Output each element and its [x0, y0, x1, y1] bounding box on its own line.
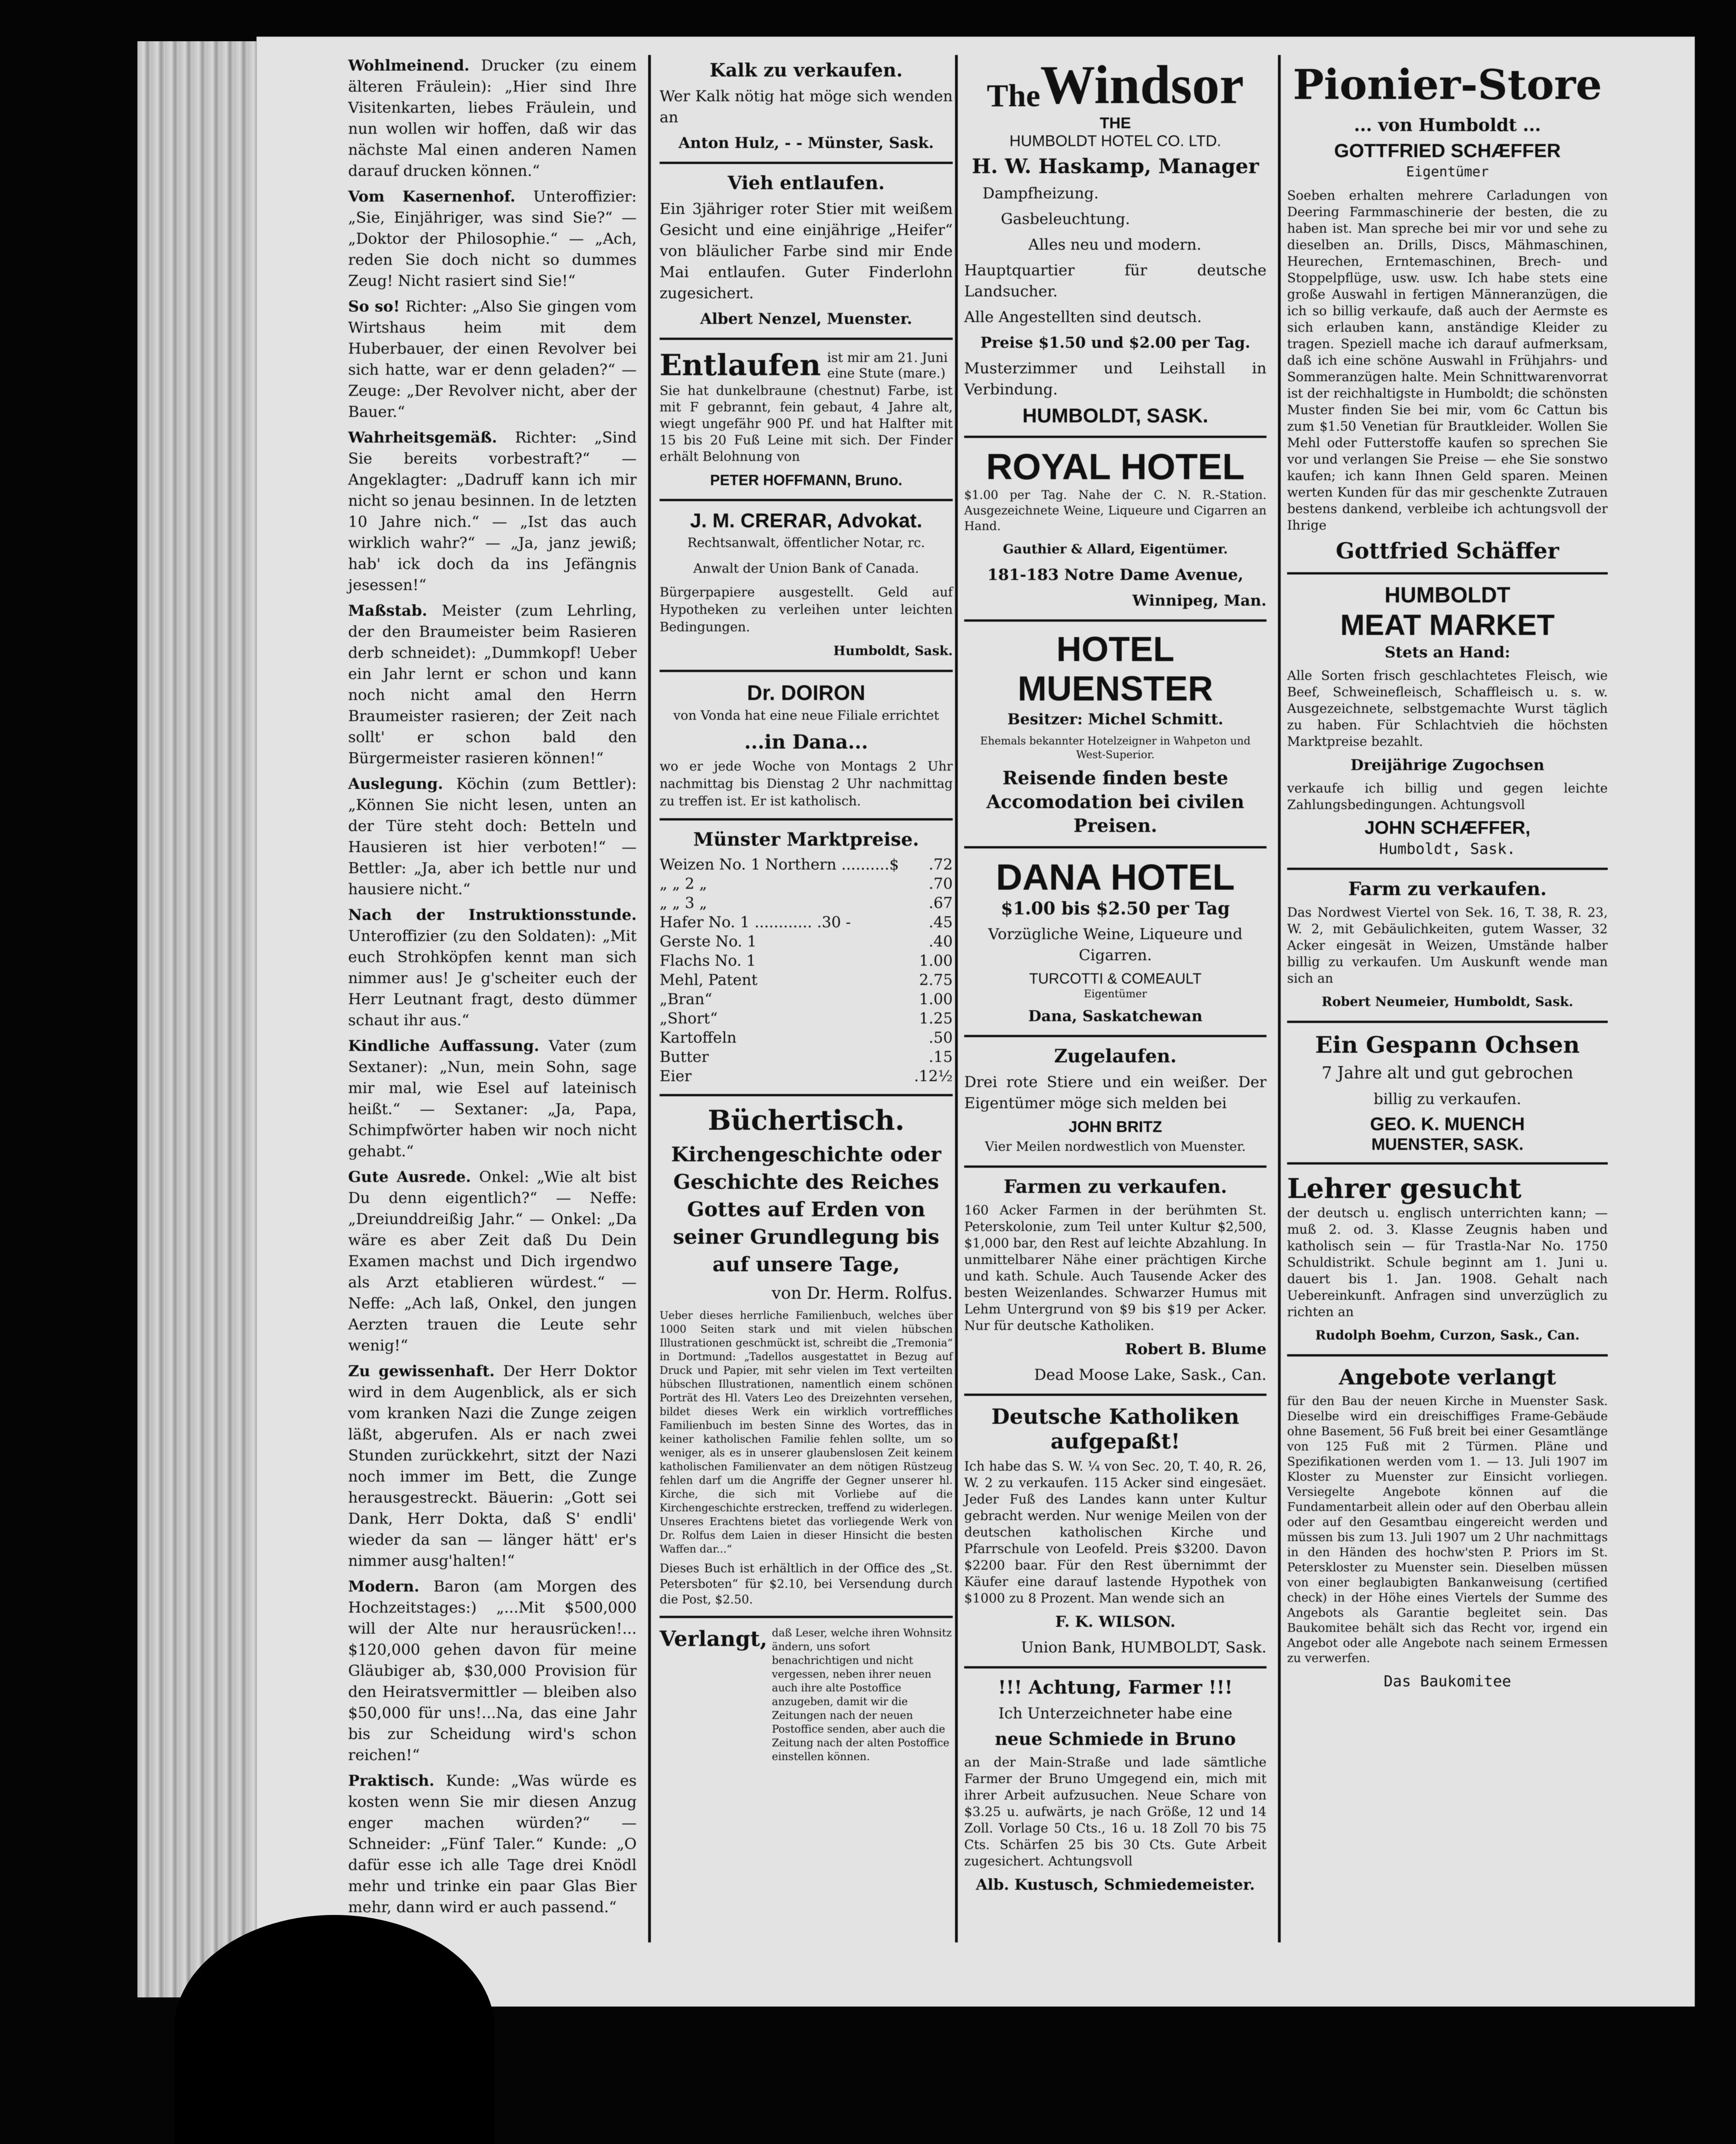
divider: [1287, 868, 1608, 870]
windsor-line1: Dampfheizung.: [983, 184, 1099, 202]
angebote-heading: Angebote verlangt: [1338, 1365, 1556, 1389]
market-row: [660, 1047, 953, 1067]
marktpreise-heading: Münster Marktpreise.: [693, 829, 919, 850]
joke-item: [348, 1576, 637, 1766]
doiron-line3: wo er jede Woche von Montags 2 Uhr nachmittag bis Dienstag 2 Uhr nachmittag zu treffen ist. Er ist katholisch.: [660, 759, 953, 809]
joke-item: [348, 773, 637, 900]
deutsche-location: Union Bank, HUMBOLDT, Sask.: [1021, 1638, 1267, 1656]
joke-text: Köchin (zum Bettler): „Können Sie nicht lesen, unten an der Türe steht doch: Betteln und Hausieren ist hier verboten!“ — Bettler: „Ja, aber ich bettle nur und hausiere nicht.“: [348, 775, 637, 898]
joke-title: Wahrheitsgemäß.: [348, 428, 515, 446]
royal-text: $1.00 per Tag. Nahe der C. N. R.-Station. Ausgezeichnete Weine, Liqueure und Cigarren an Hand.: [964, 488, 1267, 533]
divider: [660, 1616, 953, 1618]
market-row: [660, 1009, 953, 1028]
dana-city: Dana, Saskatchewan: [1028, 1007, 1203, 1025]
market-row: [660, 951, 953, 970]
vieh-signature: Albert Nenzel, Muenster.: [700, 310, 912, 328]
pionier-heading: Pionier-Store: [1293, 60, 1602, 109]
divider: [660, 338, 953, 340]
market-price: .72: [928, 855, 953, 873]
market-price: 1.00: [919, 952, 953, 969]
joke-item: [348, 904, 637, 1031]
joke-title: Vom Kasernenhof.: [348, 187, 534, 205]
windsor-city: HUMBOLDT, SASK.: [1022, 405, 1208, 427]
market-price: .50: [928, 1028, 953, 1046]
divider: [660, 818, 953, 820]
market-item: „Short“: [660, 1009, 718, 1027]
windsor-price: Preise $1.50 und $2.00 per Tag.: [980, 334, 1250, 351]
farmen-text: 160 Acker Farmen in der berühmten St. Peterskolonie, zum Teil unter Kultur $2,500, $1,000 bar, den Rest auf leichte Abzahlung. In unmittelbarer Nähe einer prächtigen Kirche und kath. Schule. Auch Tausende Acker des besten Weizenlandes. Schwarzer Humus mit Lehm Untergrund von $9 bis $19 per Acker. Nur für deutsche Katholiken.: [964, 1203, 1267, 1333]
market-item: Kartoffeln: [660, 1028, 737, 1046]
lehrer-text: der deutsch u. englisch unterrichten kann; — muß 2. od. 3. Klasse Zeugnis haben und katholisch sein — für Trastla-Nar No. 1750 Schuldistrikt. Schule beginnt am 1. Juni u. dauert bis 1. Jan. 1908. Gehalt nach Uebereinkunft. Anfragen sind unverzüglich zu richten an: [1287, 1205, 1608, 1319]
windsor-manager: H. W. Haskamp, Manager: [972, 155, 1259, 178]
farmer-line2: neue Schmiede in Bruno: [995, 1728, 1236, 1749]
divider: [964, 846, 1267, 848]
column-rule: [955, 55, 958, 1942]
entlaufen-heading: Entlaufen: [660, 348, 821, 383]
dana-owner-sub: Eigentümer: [1084, 988, 1147, 1000]
meat-sub2: Dreijährige Zugochsen: [1350, 756, 1545, 774]
meat-signature: JOHN SCHÆFFER,: [1364, 818, 1531, 838]
book-order: Dieses Buch ist erhältlich in der Office des „St. Petersboten“ für $2.10, bei Versendung durch die Post, $2.50.: [660, 1562, 953, 1607]
marktpreise-table: [660, 855, 953, 1086]
joke-text: Der Herr Doktor wird in dem Augenblick, als er sich vom kranken Nazi die Zunge zeigen läßt, abgerufen. Als er nach zwei Stunden zurückkehrt, sitzt der Nazi noch immer im Bett, die Zunge herausgestreckt. Bäuerin: „Gott sei Dank, Herr Dokta, daß S' endli' wieder da san — länger hätt' er's nimmer ausg'halten!“: [348, 1362, 637, 1570]
joke-title: Praktisch.: [348, 1772, 446, 1789]
joke-text: Onkel: „Wie alt bist Du denn eigentlich?“ — Neffe: „Dreiunddreißig Jahr.“ — Onkel: „Da wäre es aber Zeit daß Du Dein Examen machst und Dich irgendwo als Arzt etablieren würdest.“ — Neffe: „Ach laß, Onkel, den jungen Aerzten trauen die Leute sehr wenig!“: [348, 1168, 637, 1354]
market-row: [660, 970, 953, 990]
joke-text: Drucker (zu einem älteren Fräulein): „Hier sind Ihre Visitenkarten, liebes Fräulein, und nun wollen wir hoffen, daß wir das nächste Mal einen anderen Namen darauf drucken können.“: [348, 56, 637, 180]
verlangt-heading: Verlangt,: [660, 1626, 768, 1651]
market-price: .67: [928, 894, 953, 912]
divider: [964, 1394, 1267, 1396]
joke-item: [348, 427, 637, 596]
dana-owner: TURCOTTI & COMEAULT: [1029, 970, 1202, 987]
pionier-text: Soeben erhalten mehrere Carladungen von Deering Farmmaschinerie der besten, die zu haben ist. Man spreche bei mir vor und sehe zu dieselben an. Drills, Discs, Mähmaschinen, Heurechen, Erntemaschinen, Brech- und Stoppelpflüge, usw. usw. Ich habe stets eine große Auswahl in fertigen Männeranzügen, die ich so billig verkaufe, daß auch der Aermste es sich erlauben kann, anständige Kleider zu tragen. Speziell mache ich darauf aufmerksam, daß ich eine schöne Auswahl in Frühjahrs- und Sommeranzügen halte. Mein Schnittwarenvorrat ist der reichhaltigste in Humboldt; die schönsten Muster finden Sie bei mir, vom 6c Cattun bis zum $1.50 Venetian für Brautkleider. Wollen Sie Mehl oder Futterstoffe kaufen so sprechen Sie vor und verlangen Sie Preise — ehe Sie sonstwo kaufen; ich kann Ihnen Geld sparen. Meinen werten Kunden für das mir geschenkte Zutrauen bestens dankend, verbleibe ich achtungsvoll der Ihrige: [1287, 188, 1608, 533]
windsor-line6: Musterzimmer und Leihstall in Verbindung.: [964, 359, 1267, 398]
entlaufen-signature: PETER HOFFMANN, Bruno.: [710, 472, 902, 488]
lehrer-signature: Rudolph Boehm, Curzon, Sask., Can.: [1315, 1328, 1580, 1343]
meat-sub: Stets an Hand:: [1384, 643, 1511, 661]
joke-text: Baron (am Morgen des Hochzeitstages:) „...Mit $500,000 will der Alte nur herausrücken!... $120,000 gehen davon für meine Gläubiger ab, $30,000 Provision für den Heiratsvermittler — bleiben also $50,000 für uns!...Na, das eine Jahr bis zur Scheidung wird's schon reichen!“: [348, 1577, 637, 1764]
farmen-location: Dead Moose Lake, Sask., Can.: [1034, 1366, 1267, 1384]
deutsche-text: Ich habe das S. W. ¼ von Sec. 20, T. 40, R. 26, W. 2 zu verkaufen. 115 Acker sind eingesäet. Jeder Fuß des Landes kann unter Kultur gebracht werden. Nur wenige Meilen von der deutschen katholischen Kirche und Pfarrschule von Leofeld. Preis $3200. Davon $2200 baar. Für den Rest übernimmt der Käufer eine darauf lastende Hypothek von $1000 zu 8 Prozent. Man wende sich an: [964, 1459, 1267, 1606]
joke-item: [348, 600, 637, 769]
royal-owner: Gauthier & Allard, Eigentümer.: [1003, 541, 1228, 557]
joke-title: Zu gewissenhaft.: [348, 1362, 503, 1380]
kalk-heading: Kalk zu verkaufen.: [710, 60, 903, 81]
divider: [1287, 1162, 1608, 1165]
meat-location: Humboldt, Sask.: [1379, 840, 1516, 858]
dana-heading: DANA HOTEL: [996, 857, 1235, 897]
joke-text: Vater (zum Sextaner): „Nun, mein Sohn, sage mir mal, wie Esel auf lateinisch heißt.“ — Sextaner: „Ja, Papa, Schimpfwörter haben wir noch nicht gehabt.“: [348, 1037, 637, 1160]
farmen-signature: Robert B. Blume: [1125, 1340, 1267, 1358]
doiron-heading: Dr. DOIRON: [747, 681, 866, 705]
divider: [660, 499, 953, 501]
zugelaufen-heading: Zugelaufen.: [1054, 1045, 1177, 1067]
gespann-location: MUENSTER, SASK.: [1371, 1135, 1524, 1154]
pionier-sub: ... von Humboldt ...: [1354, 115, 1541, 135]
column-humor: [348, 55, 637, 1922]
windsor-line5: Alle Angestellten sind deutsch.: [964, 308, 1202, 326]
pionier-signature: Gottfried Schäffer: [1336, 538, 1559, 564]
crerar-signature: Humboldt, Sask.: [833, 643, 953, 658]
market-item: Butter: [660, 1048, 709, 1066]
market-price: .70: [928, 875, 953, 892]
market-row: [660, 855, 953, 874]
newspaper-page: [257, 37, 1695, 2007]
joke-item: [348, 1166, 637, 1356]
muenster-note: Ehemals bekannter Hotelzeigner in Wahpeton und West-Superior.: [980, 735, 1251, 761]
market-item: Gerste No. 1: [660, 932, 757, 950]
verlangt-text: daß Leser, welche ihren Wohnsitz ändern, uns sofort benachrichtigen und nicht vergessen, neben ihrer neuen auch ihre alte Postoffice anzugeben, damit wir die Zeitungen nach der neuen Postoffice senden, aber auch die Zeitung nach der alten Postoffice einstellen können.: [772, 1627, 952, 1763]
market-item: „ „ 2 „: [660, 875, 707, 892]
joke-title: So so!: [348, 297, 406, 315]
angebote-text: für den Bau der neuen Kirche in Muenster Sask. Dieselbe wird ein dreischiffiges Frame-Gebäude ohne Basement, 56 Fuß breit bei einer Gesamtlänge von 125 Fuß mit 2 Türmen. Pläne und Spezifikationen werden vom 1. — 13. Juli 1907 im Kloster zu Muenster zur Einsicht vorliegen. Versiegelte Angebote können auf die Fundamentarbeit allein oder auf den Oberbau allein oder auf den Gesamtbau eingereicht werden und müssen bis zum 13. Juli 1907 um 2 Uhr nachmittags in den Händen des hochw'sten P. Priors im St. Peterskloster zu Muenster sein. Dieselben müssen von einer beglaubigten Bankanweisung (certified check) in der Höhe eines Viertels der Summe des Angebots als Garantie begleitet sein. Das Baukomitee behält sich das Recht vor, irgend ein Angebot oder alle Angebote nach seinem Ermessen zu verwerfen.: [1287, 1395, 1608, 1665]
divider: [1287, 1021, 1608, 1023]
market-item: Eier: [660, 1067, 692, 1085]
vieh-heading: Vieh entlaufen.: [727, 172, 885, 194]
thumb-shadow: [174, 1915, 495, 2144]
book-review: Ueber dieses herrliche Familienbuch, welches über 1000 Seiten stark und mit vielen hübschen Illustrationen geschmückt ist, schreibt die „Tremonia“ in Dortmund: „Tadellos ausgestattet in Bezug auf Druck und Papier, mit sehr vielen im Text verteilten hübschen Illustrationen, namentlich einem schönen Porträt des Hl. Vaters Leo des Dreizehnten versehen, bildet dieses Werk ein wirklich vortreffliches Familienbuch im besten Sinne des Wortes, das in keiner katholischen Familie fehlen sollte, um so weniger, als es in unserer glaubenslosen Zeit keinem katholischen Familienvater an dem nötigen Rüstzeug fehlen darf um die Angriffe der Gegner unserer hl. Kirche, die sich mit Vorliebe auf die Kirchengeschichte erstrecken, treffend zu widerlegen. Unseres Erachtens bietet das vorliegende Werk von Dr. Rolfus dem Laien in dieser Hinsicht die besten Waffen dar...“: [660, 1310, 953, 1555]
gespann-heading: Ein Gespann Ochsen: [1315, 1031, 1580, 1058]
column-rule: [1278, 55, 1281, 1942]
deutsche-heading: Deutsche Katholiken aufgepaßt!: [991, 1404, 1239, 1454]
column-stores: [1287, 55, 1608, 1696]
windsor-line3: Alles neu und modern.: [1028, 235, 1201, 253]
farmer-heading: !!! Achtung, Farmer !!!: [998, 1677, 1233, 1698]
joke-title: Kindliche Auffassung.: [348, 1037, 549, 1055]
market-price: .45: [928, 913, 953, 931]
market-item: „ „ 3 „: [660, 894, 707, 912]
market-price: .40: [928, 932, 953, 950]
divider: [1287, 572, 1608, 574]
windsor-line4: Hauptquartier für deutsche Landsucher.: [964, 261, 1267, 300]
lehrer-heading: Lehrer gesucht: [1287, 1173, 1522, 1205]
divider: [964, 1165, 1267, 1168]
market-price: .12½: [914, 1067, 953, 1085]
market-row: [660, 932, 953, 951]
muenster-owner: Besitzer: Michel Schmitt.: [1007, 710, 1223, 728]
market-row: [660, 874, 953, 893]
market-price: .15: [928, 1048, 953, 1066]
gespann-name: GEO. K. MUENCH: [1370, 1114, 1525, 1134]
column-hotels: [964, 55, 1267, 1900]
farm-text: Das Nordwest Viertel von Sek. 16, T. 38, R. 23, W. 2, mit Gebäulichkeiten, gutem Wasser, 32 Acker eingesät in Weizen, Umstände halber billig zu verkaufen. Um Auskunft wende man sich an: [1287, 905, 1608, 986]
entlaufen-text: Sie hat dunkelbraune (chestnut) Farbe, ist mit F gebrannt, fein gebaut, 4 Jahre alt, wiegt ungefähr 900 Pf. und hat Halfter mit 15 bis 20 Fuß Leine mit sich. Der Finder erhält Belohnung von: [660, 383, 953, 464]
entlaufen-side: ist mir am 21. Juni eine Stute (mare.): [827, 350, 948, 381]
market-item: Flachs No. 1: [660, 952, 756, 969]
column-rule: [648, 55, 651, 1942]
joke-title: Wohlmeinend.: [348, 56, 481, 74]
kalk-text: Wer Kalk nötig hat möge sich wenden an: [660, 87, 953, 126]
joke-item: [348, 296, 637, 422]
divider: [660, 1094, 953, 1096]
crerar-line1: Rechtsanwalt, öffentlicher Notar, rc.: [687, 535, 925, 550]
farmer-line1: Ich Unterzeichneter habe eine: [998, 1704, 1233, 1722]
joke-item: [348, 1035, 637, 1162]
meat-text2: verkaufe ich billig und gegen leichte Zahlungsbedingungen. Achtungsvoll: [1287, 781, 1608, 812]
zugelaufen-location: Vier Meilen nordwestlich von Muenster.: [985, 1139, 1246, 1154]
farm-signature: Robert Neumeier, Humboldt, Sask.: [1321, 994, 1573, 1009]
market-item: „Bran“: [660, 990, 712, 1008]
market-price: 1.00: [919, 990, 953, 1008]
buechertisch-heading: Büchertisch.: [708, 1105, 905, 1137]
joke-item: [348, 55, 637, 181]
doiron-line1: von Vonda hat eine neue Filiale errichtet: [673, 708, 939, 723]
joke-text: Meister (zum Lehrling, der den Braumeister beim Rasieren derb schneidet): „Dummkopf! Ueber ein Jahr lernt er schon und kann noch nicht amal den Herrn Braumeister rasieren; der Zeit nach sollt' er schon bald den Bürgermeister rasieren können!“: [348, 602, 637, 767]
joke-item: [348, 1361, 637, 1571]
market-price: 1.25: [919, 1009, 953, 1027]
joke-title: Auslegung.: [348, 775, 457, 793]
crerar-heading: J. M. CRERAR, Advokat.: [690, 509, 923, 532]
joke-text: Richter: „Also Sie gingen vom Wirtshaus heim mit dem Huberbauer, der einen Revolver bei sich hatte, war er denn geladen?“ — Zeuge: „Der Revolver nicht, aber der Bauer.“: [348, 297, 637, 421]
gespann-line2: billig zu verkaufen.: [1373, 1090, 1522, 1108]
farmer-text: an der Main-Straße und lade sämtliche Farmer der Bruno Umgegend ein, mich mit ihrer Arbeit aufzusuchen. Neue Schare von $3.25 u. aufwärts, je nach Größe, 12 und 14 Zoll. Vorlage 50 Cts., 16 u. 18 Zoll 70 bis 75 Cts. Schärfen 25 bis 30 Cts. Gute Arbeit zugesichert. Achtungsvoll: [964, 1755, 1267, 1869]
market-row: [660, 990, 953, 1009]
joke-text: Unteroffizier (zu den Soldaten): „Mit euch Strohköpfen kennt man sich nimmer aus! Je g'scheiter euch der Herr Leutnant fragt, desto dümmer schaut ihr aus.“: [348, 927, 637, 1029]
joke-title: Nach der Instruktionsstunde.: [348, 906, 637, 924]
joke-item: [348, 186, 637, 291]
meat-heading2: MEAT MARKET: [1340, 608, 1555, 641]
zugelaufen-text: Drei rote Stiere und ein weißer. Der Eigentümer möge sich melden bei: [964, 1073, 1267, 1112]
market-item: Weizen No. 1 Northern ..........$: [660, 855, 899, 873]
market-price: 2.75: [919, 971, 953, 989]
divider: [660, 162, 953, 164]
crerar-line3: Bürgerpapiere ausgestellt. Geld auf Hypotheken zu verleihen unter leichten Bedingungen.: [660, 585, 953, 634]
muenster-slogan: Reisende finden beste Accomodation bei civilen Preisen.: [986, 767, 1245, 837]
pionier-owner-sub: Eigentümer: [1406, 164, 1489, 180]
royal-heading: ROYAL HOTEL: [986, 446, 1245, 487]
joke-title: Modern.: [348, 1577, 434, 1595]
windsor-name: Windsor: [1040, 54, 1244, 115]
zugelaufen-name: JOHN BRITZ: [1069, 1118, 1162, 1136]
pionier-owner: GOTTFRIED SCHÆFFER: [1334, 140, 1561, 161]
muenster-heading: HOTEL MUENSTER: [1017, 630, 1213, 708]
market-item: Mehl, Patent: [660, 971, 758, 989]
book-binding-edge: [137, 41, 257, 1997]
divider: [964, 1035, 1267, 1037]
joke-title: Maßstab.: [348, 602, 442, 619]
windsor-line2: Gasbeleuchtung.: [1001, 210, 1130, 228]
farmer-signature: Alb. Kustusch, Schmiedemeister.: [976, 1876, 1255, 1893]
windsor-the: The: [987, 78, 1041, 114]
dana-price: $1.00 bis $2.50 per Tag: [1001, 898, 1230, 919]
windsor-sub2: HUMBOLDT HOTEL CO. LTD.: [1009, 132, 1222, 150]
windsor-sub1: THE: [1100, 115, 1131, 132]
joke-text: Unteroffizier: „Sie, Einjähriger, was sind Sie?“ — „Doktor der Philosophie.“ — „Ach, reden Sie doch nicht so dummes Zeug! Nicht rasiert sind Sie!“: [348, 187, 637, 290]
royal-address: 181-183 Notre Dame Avenue,: [987, 566, 1244, 584]
joke-item: [348, 1770, 637, 1918]
joke-text: Richter: „Sind Sie bereits vorbestraft?“ — Angeklagter: „Dadruff kann ich mir nicht so jenau besinnen. In de letzten 10 Jahre nich.“ — „Ist das auch wirklich wahr?“ — „Ja, janz jewiß; hab' ick doch da ins Jefängnis jesessen!“: [348, 428, 637, 594]
divider: [1287, 1354, 1608, 1356]
market-item: Hafer No. 1 ............ .30 -: [660, 913, 851, 931]
farm-heading: Farm zu verkaufen.: [1348, 878, 1547, 900]
book-author: von Dr. Herm. Rolfus.: [771, 1284, 953, 1303]
divider: [660, 670, 953, 672]
meat-text: Alle Sorten frisch geschlachtetes Fleisch, wie Beef, Schweinefleisch, Schaffleisch u. s. w. Ausgezeichnete, selbstgemachte Wurst täglich zu haben. Für Schlachtvieh die höchsten Marktpreise bezahlt.: [1287, 668, 1608, 749]
column-classifieds-a: [660, 55, 953, 1764]
angebote-signature: Das Baukomitee: [1383, 1672, 1512, 1690]
divider: [964, 436, 1267, 438]
joke-title: Gute Ausrede.: [348, 1168, 479, 1186]
divider: [964, 619, 1267, 622]
book-title: Kirchengeschichte oder Geschichte des Reiches Gottes auf Erden von seiner Grundlegung bis auf unsere Tage,: [671, 1143, 941, 1276]
market-row: [660, 1067, 953, 1086]
crerar-line2: Anwalt der Union Bank of Canada.: [693, 561, 919, 576]
market-row: [660, 893, 953, 913]
vieh-text: Ein 3jähriger roter Stier mit weißem Gesicht und eine einjährige „Heifer“ von bläulicher Farbe sind mir Ende Mai entlaufen. Guter Finderlohn zugesichert.: [660, 200, 953, 302]
kalk-signature: Anton Hulz, - - Münster, Sask.: [678, 134, 934, 152]
doiron-line2: ...in Dana...: [744, 731, 868, 753]
joke-text: Kunde: „Was würde es kosten wenn Sie mir diesen Anzug enger machen würden?“ — Schneider: „Fünf Taler.“ Kunde: „O dafür esse ich alle Tage drei Knödl mehr und trinke ein paar Glas Bier mehr, dann wird er auch passend.“: [348, 1772, 637, 1916]
dana-line1: Vorzügliche Weine, Liqueure und Cigarren.: [988, 925, 1243, 964]
market-row: [660, 913, 953, 932]
royal-city: Winnipeg, Man.: [1132, 591, 1267, 609]
market-row: [660, 1028, 953, 1047]
deutsche-signature: F. K. WILSON.: [1055, 1613, 1176, 1630]
farmen-heading: Farmen zu verkaufen.: [1004, 1176, 1227, 1198]
meat-heading1: HUMBOLDT: [1384, 583, 1511, 607]
divider: [964, 1666, 1267, 1668]
gespann-line1: 7 Jahre alt und gut gebrochen: [1321, 1064, 1573, 1083]
